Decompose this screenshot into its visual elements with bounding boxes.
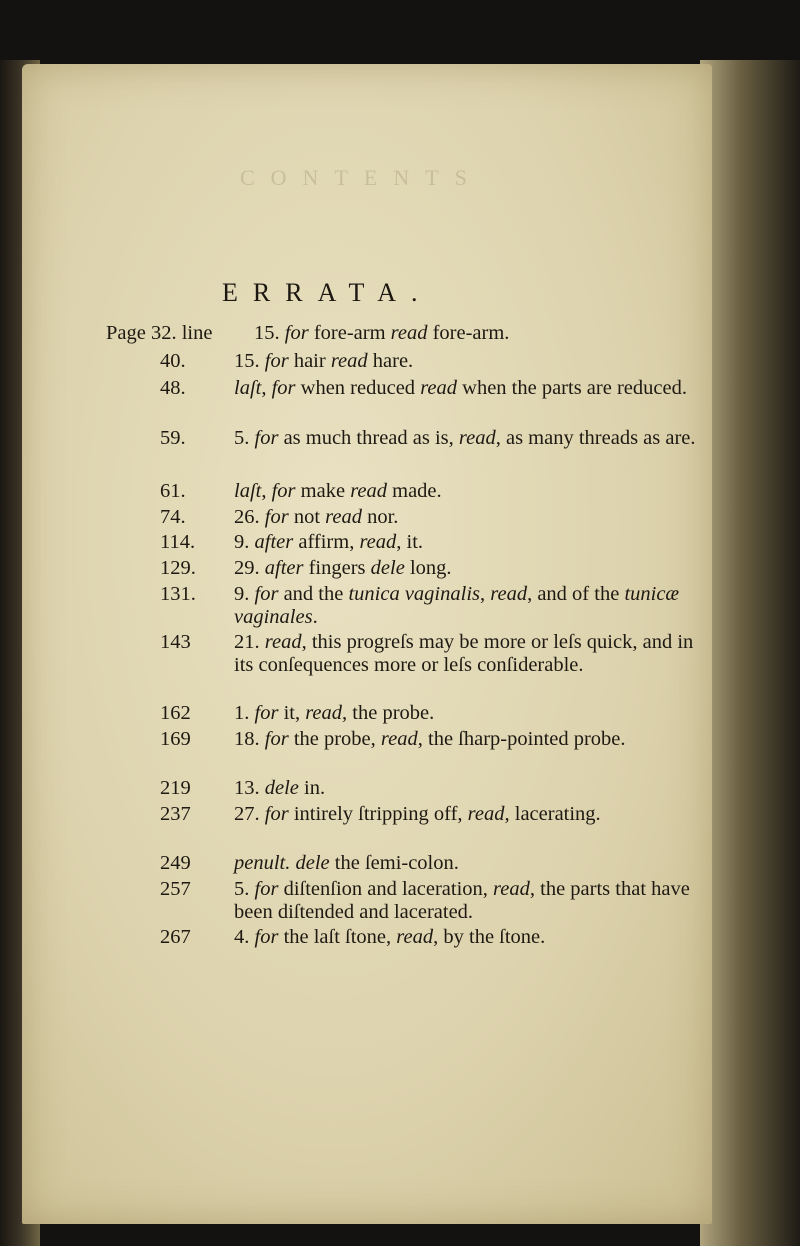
italic-term: read xyxy=(390,322,428,344)
errata-correction-text xyxy=(234,531,714,554)
text-run: , by the ſtone. xyxy=(433,926,546,948)
page-number-value: 114. xyxy=(160,531,196,553)
italic-term: after xyxy=(254,531,294,553)
text-run: in. xyxy=(298,777,326,799)
text-run: 15. xyxy=(254,322,285,344)
text-run: . xyxy=(312,606,318,628)
italic-term: read xyxy=(305,702,343,724)
text-run: 21. xyxy=(234,631,265,653)
page-number-value: 74. xyxy=(160,506,186,528)
italic-term: read xyxy=(420,377,458,399)
errata-correction-text xyxy=(234,631,714,677)
bleed-through-heading: CONTENTS xyxy=(240,165,483,190)
text-run: fore-arm. xyxy=(427,322,510,344)
text-run: 15. xyxy=(234,350,265,372)
errata-correction-text xyxy=(234,728,714,751)
italic-term: read xyxy=(490,583,528,605)
text-run: 18. xyxy=(234,728,265,750)
italic-term: read xyxy=(467,803,505,825)
text-run: fingers xyxy=(303,557,371,579)
text-run: , xyxy=(480,583,491,605)
text-run: 4. xyxy=(234,926,255,948)
page-number-value: 61. xyxy=(160,480,186,502)
italic-term: for xyxy=(284,322,309,344)
text-run: when the parts are reduced. xyxy=(457,377,687,399)
italic-term: for xyxy=(254,702,279,724)
text-run: as much thread as is, xyxy=(278,427,459,449)
page-number-value: 267 xyxy=(160,926,191,948)
text-run: hair xyxy=(288,350,331,372)
text-run: 26. xyxy=(234,506,265,528)
text-run: , this progreſs may be more or leſs quick, and in its conſequences more or leſs conſiderable. xyxy=(234,631,694,676)
errata-correction-text xyxy=(234,803,714,826)
italic-term: penult. xyxy=(234,852,291,874)
errata-correction-text xyxy=(234,777,714,800)
text-run: , the probe. xyxy=(342,702,435,724)
errata-correction-text xyxy=(254,322,674,345)
italic-term: dele xyxy=(264,777,299,799)
page-number-value: 59. xyxy=(160,427,186,449)
text-run: made. xyxy=(387,480,442,502)
text-run: 9. xyxy=(234,531,255,553)
errata-correction-text xyxy=(234,583,714,629)
text-run: 1. xyxy=(234,702,255,724)
italic-term: dele xyxy=(370,557,405,579)
page-number-value: 257 xyxy=(160,878,191,900)
text-run: hare. xyxy=(367,350,414,372)
errata-correction-text xyxy=(234,878,714,924)
errata-correction-text xyxy=(234,377,714,400)
text-run: the ſemi-colon. xyxy=(329,852,459,874)
text-run: the laſt ſtone, xyxy=(278,926,397,948)
text-run: , as many threads as are. xyxy=(495,427,696,449)
italic-term: for xyxy=(264,350,289,372)
text-run: diſtenſion and laceration, xyxy=(278,878,494,900)
text-run: 9. xyxy=(234,583,255,605)
text-run: when reduced xyxy=(295,377,421,399)
italic-term: tunicæ vaginales xyxy=(234,583,680,628)
text-run: , it. xyxy=(396,531,424,553)
text-run: 5. xyxy=(234,427,255,449)
page-number-value: 219 xyxy=(160,777,191,799)
page-number-value: 131. xyxy=(160,583,196,605)
errata-correction-text xyxy=(234,427,714,450)
text-run: affirm, xyxy=(293,531,360,553)
text-run: 27. xyxy=(234,803,265,825)
errata-correction-text xyxy=(234,702,714,725)
page-number-value: 237 xyxy=(160,803,191,825)
page-number-value: 48. xyxy=(160,377,186,399)
italic-term: dele xyxy=(295,852,330,874)
text-run: the probe, xyxy=(288,728,381,750)
book-edge-shadow xyxy=(700,60,800,1246)
text-run: make xyxy=(295,480,351,502)
errata-correction-text xyxy=(234,506,714,529)
page-number-value: 32. xyxy=(150,322,177,344)
page-number-value: 162 xyxy=(160,702,191,724)
italic-term: for xyxy=(254,926,279,948)
text-run: nor. xyxy=(361,506,399,528)
italic-term: for xyxy=(264,803,289,825)
italic-term: laſt xyxy=(234,480,262,502)
errata-correction-text xyxy=(234,350,714,373)
page-number-value: 169 xyxy=(160,728,191,750)
italic-term: for xyxy=(264,506,289,528)
text-run: and the xyxy=(278,583,349,605)
errata-correction-text xyxy=(234,852,714,875)
italic-term: read xyxy=(359,531,397,553)
text-run: , xyxy=(261,480,272,502)
italic-term: read xyxy=(350,480,388,502)
text-run: fore-arm xyxy=(308,322,391,344)
italic-term: read xyxy=(380,728,418,750)
text-run: , xyxy=(261,377,272,399)
italic-term: for xyxy=(264,728,289,750)
errata-correction-text xyxy=(234,926,714,949)
text-run: 29. xyxy=(234,557,265,579)
page-number-value: 40. xyxy=(160,350,186,372)
italic-term: after xyxy=(264,557,304,579)
italic-term: laſt xyxy=(234,377,262,399)
page-prefix: Page xyxy=(106,322,151,344)
italic-term: for xyxy=(254,427,279,449)
text-run: intirely ſtripping off, xyxy=(288,803,468,825)
errata-heading: ERRATA. xyxy=(222,278,433,307)
italic-term: read xyxy=(396,926,434,948)
errata-correction-text xyxy=(234,480,714,503)
italic-term: tunica vaginalis xyxy=(348,583,480,605)
text-run: , lacerating. xyxy=(504,803,601,825)
text-run: , the parts that have been diſtended and lacerated. xyxy=(234,878,690,923)
italic-term: for xyxy=(271,377,296,399)
italic-term: read xyxy=(330,350,368,372)
page-number-value: 129. xyxy=(160,557,196,579)
text-run: not xyxy=(288,506,326,528)
page-number-value: 143 xyxy=(160,631,191,653)
line-prefix: line xyxy=(176,322,213,344)
text-run: long. xyxy=(404,557,452,579)
text-run: it, xyxy=(278,702,306,724)
italic-term: for xyxy=(254,583,279,605)
text-run: 5. xyxy=(234,878,255,900)
italic-term: read xyxy=(264,631,302,653)
text-run: 13. xyxy=(234,777,265,799)
text-run: , and of the xyxy=(527,583,625,605)
page-number-value: 249 xyxy=(160,852,191,874)
errata-page-number xyxy=(106,322,213,345)
italic-term: for xyxy=(271,480,296,502)
italic-term: read xyxy=(325,506,362,528)
italic-term: read xyxy=(458,427,496,449)
text-run: , the ſharp-pointed probe. xyxy=(417,728,626,750)
errata-correction-text xyxy=(234,557,714,580)
italic-term: read xyxy=(493,878,530,900)
italic-term: for xyxy=(254,878,279,900)
